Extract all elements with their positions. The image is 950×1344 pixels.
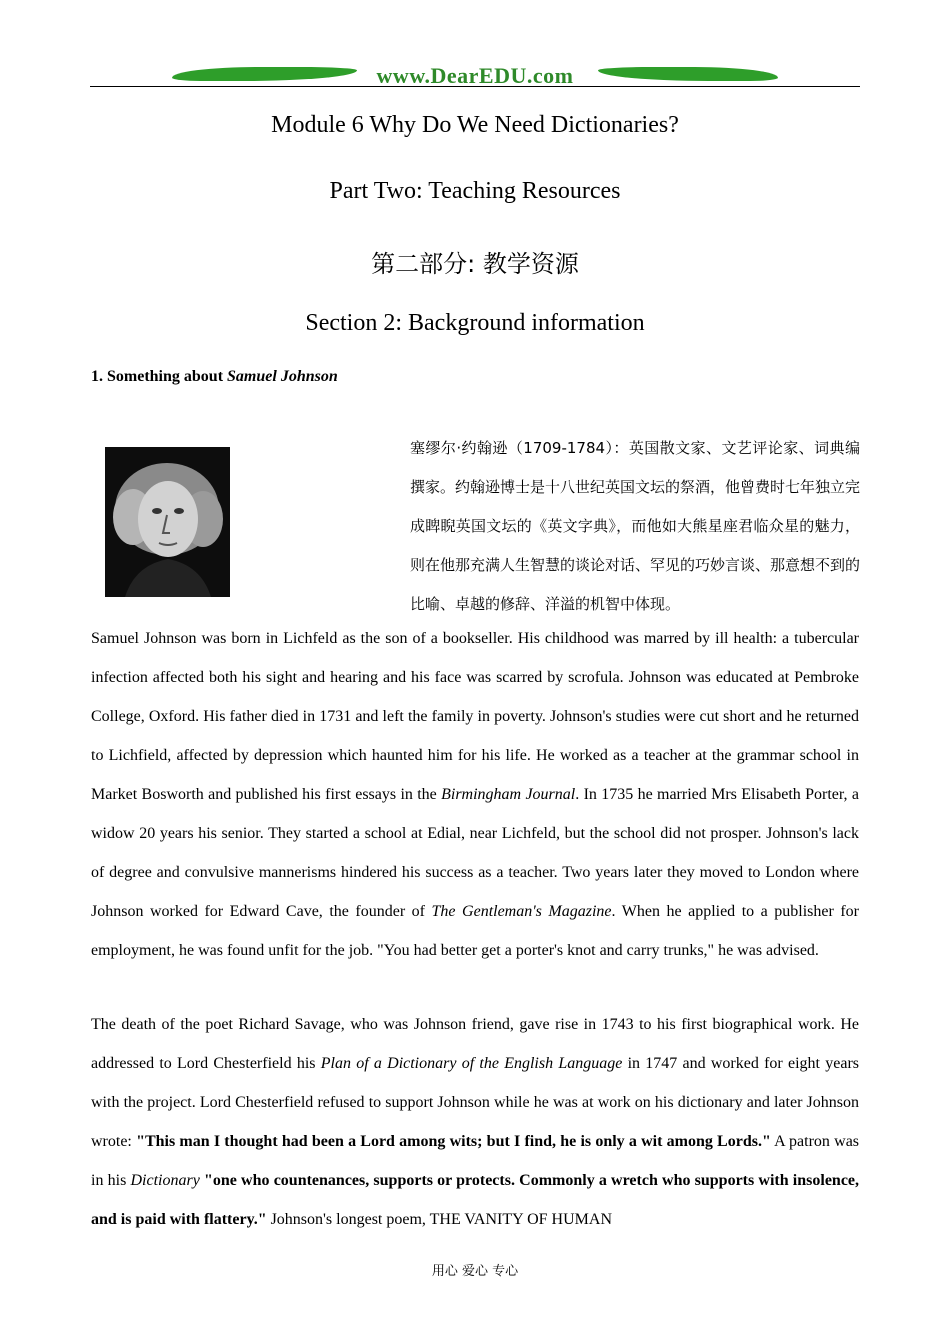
- subsection-subject: Samuel Johnson: [227, 368, 338, 385]
- part-title: Part Two: Teaching Resources: [329, 178, 621, 204]
- part-title-chinese: 第二部分: 教学资源: [371, 250, 579, 278]
- biography-paragraph-2: The death of the poet Richard Savage, who was Johnson friend, gave rise in 1743 to his first biographical work. He addressed to Lord Chesterfield his Plan of a Dictionary of the English Language in 1747 and worked for eight years with the project. Lord Chesterfield refused to support Johnson while he was at work on his dictionary and later Johnson wrote: "This man I thought had been a Lord among wits; but I find, he is only a wit among Lords." A patron was in his Dictionary "one who countenances, supports or protects. Commonly a wretch who supports with insolence, and is paid with flattery." Johnson's longest poem, THE VANITY OF HUMAN: [91, 1016, 860, 1228]
- subsection-number: 1. Something about: [91, 368, 228, 385]
- header-rule: [90, 86, 860, 87]
- page-header: [90, 60, 860, 90]
- chinese-intro-paragraph: 塞缪尔·约翰逊（1709-1784）：英国散文家、文艺评论家、词典编撰家。约翰逊博士是十八世纪英国文坛的祭酒，他曾费时七年独立完成睥睨英国文坛的《英文字典》，而他如大熊星座君临众星的魅力，则在他那充满人生智慧的谈论对话、罕见的巧妙言谈、那意想不到的比喻、卓越的修辞、洋溢的机智中体现。: [410, 439, 861, 613]
- biography-paragraph-1: Samuel Johnson was born in Lichfeld as the son of a bookseller. His childhood was marred by ill health: a tubercular infection affected both his sight and hearing and his face was scarred by scrofula. Johnson was educated at Pembroke College, Oxford. His father died in 1731 and left the family in poverty. Johnson's studies were cut short and he returned to Lichfield, affected by depression which haunted him for his life. He worked as a teacher at the grammar school in Market Bosworth and published his first essays in the Birmingham Journal. In 1735 he married Mrs Elisabeth Porter, a widow 20 years his senior. They started a school at Edial, near Lichfeld, but the school did not prosper. Johnson's lack of degree and convulsive mannerisms hindered his success as a teacher. Two years later they moved to London where Johnson worked for Edward Cave, the founder of The Gentleman's Magazine. When he applied to a publisher for employment, he was found unfit for the job. "You had better get a porter's knot and carry trunks," he was advised.: [91, 630, 860, 959]
- page-footer: 用心 爱心 专心: [431, 1264, 519, 1279]
- module-title: Module 6 Why Do We Need Dictionaries?: [271, 112, 679, 138]
- site-logo: www.DearEDU.com: [90, 63, 860, 89]
- samuel-johnson-portrait: [105, 447, 230, 597]
- portrait-image: [105, 447, 230, 597]
- section-title: Section 2: Background information: [305, 310, 645, 336]
- subsection-heading: [91, 368, 338, 386]
